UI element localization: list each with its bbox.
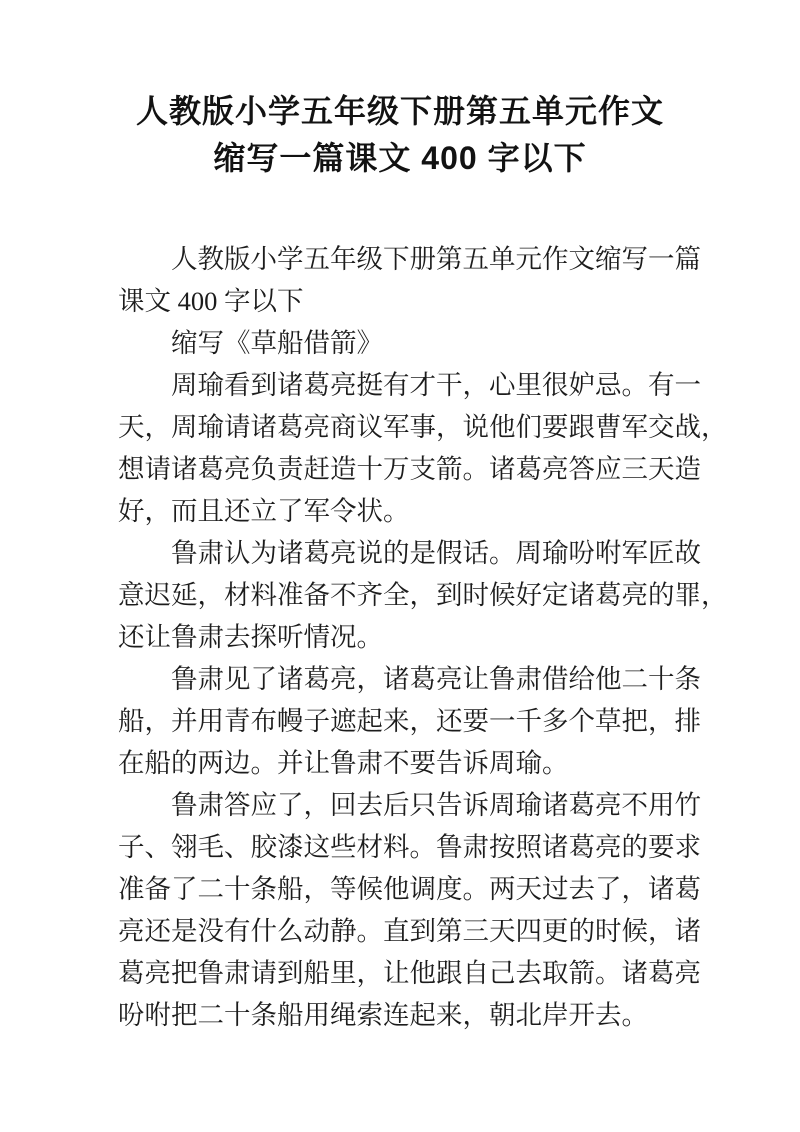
document-body [118, 238, 728, 1036]
text-line: 好，而且还立了军令状。 [118, 496, 410, 526]
paragraph [118, 364, 728, 532]
text-line: 天，周瑜请诸葛亮商议军事，说他们要跟曹军交战， [118, 412, 728, 442]
paragraph [118, 784, 710, 1036]
page-title-line-1: 人教版小学五年级下册第五单元作文 [135, 93, 664, 129]
text-line: 缩写《草船借箭》 [171, 328, 383, 358]
text-line: 鲁肃答应了，回去后只告诉周瑜诸葛亮不用竹 [171, 790, 701, 820]
text-line: 周瑜看到诸葛亮挺有才干，心里很妒忌。有一 [171, 370, 701, 400]
text-line: 人教版小学五年级下册第五单元作文缩写一篇 [171, 244, 701, 274]
text-line: 船，并用青布幔子遮起来，还要一千多个草把，排 [118, 706, 701, 736]
paragraph [118, 322, 710, 364]
text-line: 准备了二十条船，等候他调度。两天过去了，诸葛 [118, 874, 701, 904]
text-line: 鲁肃认为诸葛亮说的是假话。周瑜吩咐军匠故 [171, 538, 701, 568]
paragraph [118, 532, 728, 658]
page-title [90, 88, 710, 182]
text-line: 子、翎毛、胶漆这些材料。鲁肃按照诸葛亮的要求 [118, 832, 701, 862]
text-line: 课文 400 字以下 [118, 286, 304, 316]
page-title-line-2: 缩写一篇课文 400 字以下 [213, 140, 587, 176]
text-line: 亮还是没有什么动静。直到第三天四更的时候，诸 [118, 916, 701, 946]
text-line: 想请诸葛亮负责赶造十万支箭。诸葛亮答应三天造 [118, 454, 701, 484]
text-line: 葛亮把鲁肃请到船里，让他跟自己去取箭。诸葛亮 [118, 958, 701, 988]
text-line: 在船的两边。并让鲁肃不要告诉周瑜。 [118, 748, 569, 778]
paragraph [118, 238, 710, 322]
paragraph [118, 658, 710, 784]
text-line: 吩咐把二十条船用绳索连起来，朝北岸开去。 [118, 1000, 648, 1030]
text-line: 意迟延，材料准备不齐全，到时候好定诸葛亮的罪， [118, 580, 728, 610]
text-line: 鲁肃见了诸葛亮，诸葛亮让鲁肃借给他二十条 [171, 664, 701, 694]
text-line: 还让鲁肃去探听情况。 [118, 622, 383, 652]
